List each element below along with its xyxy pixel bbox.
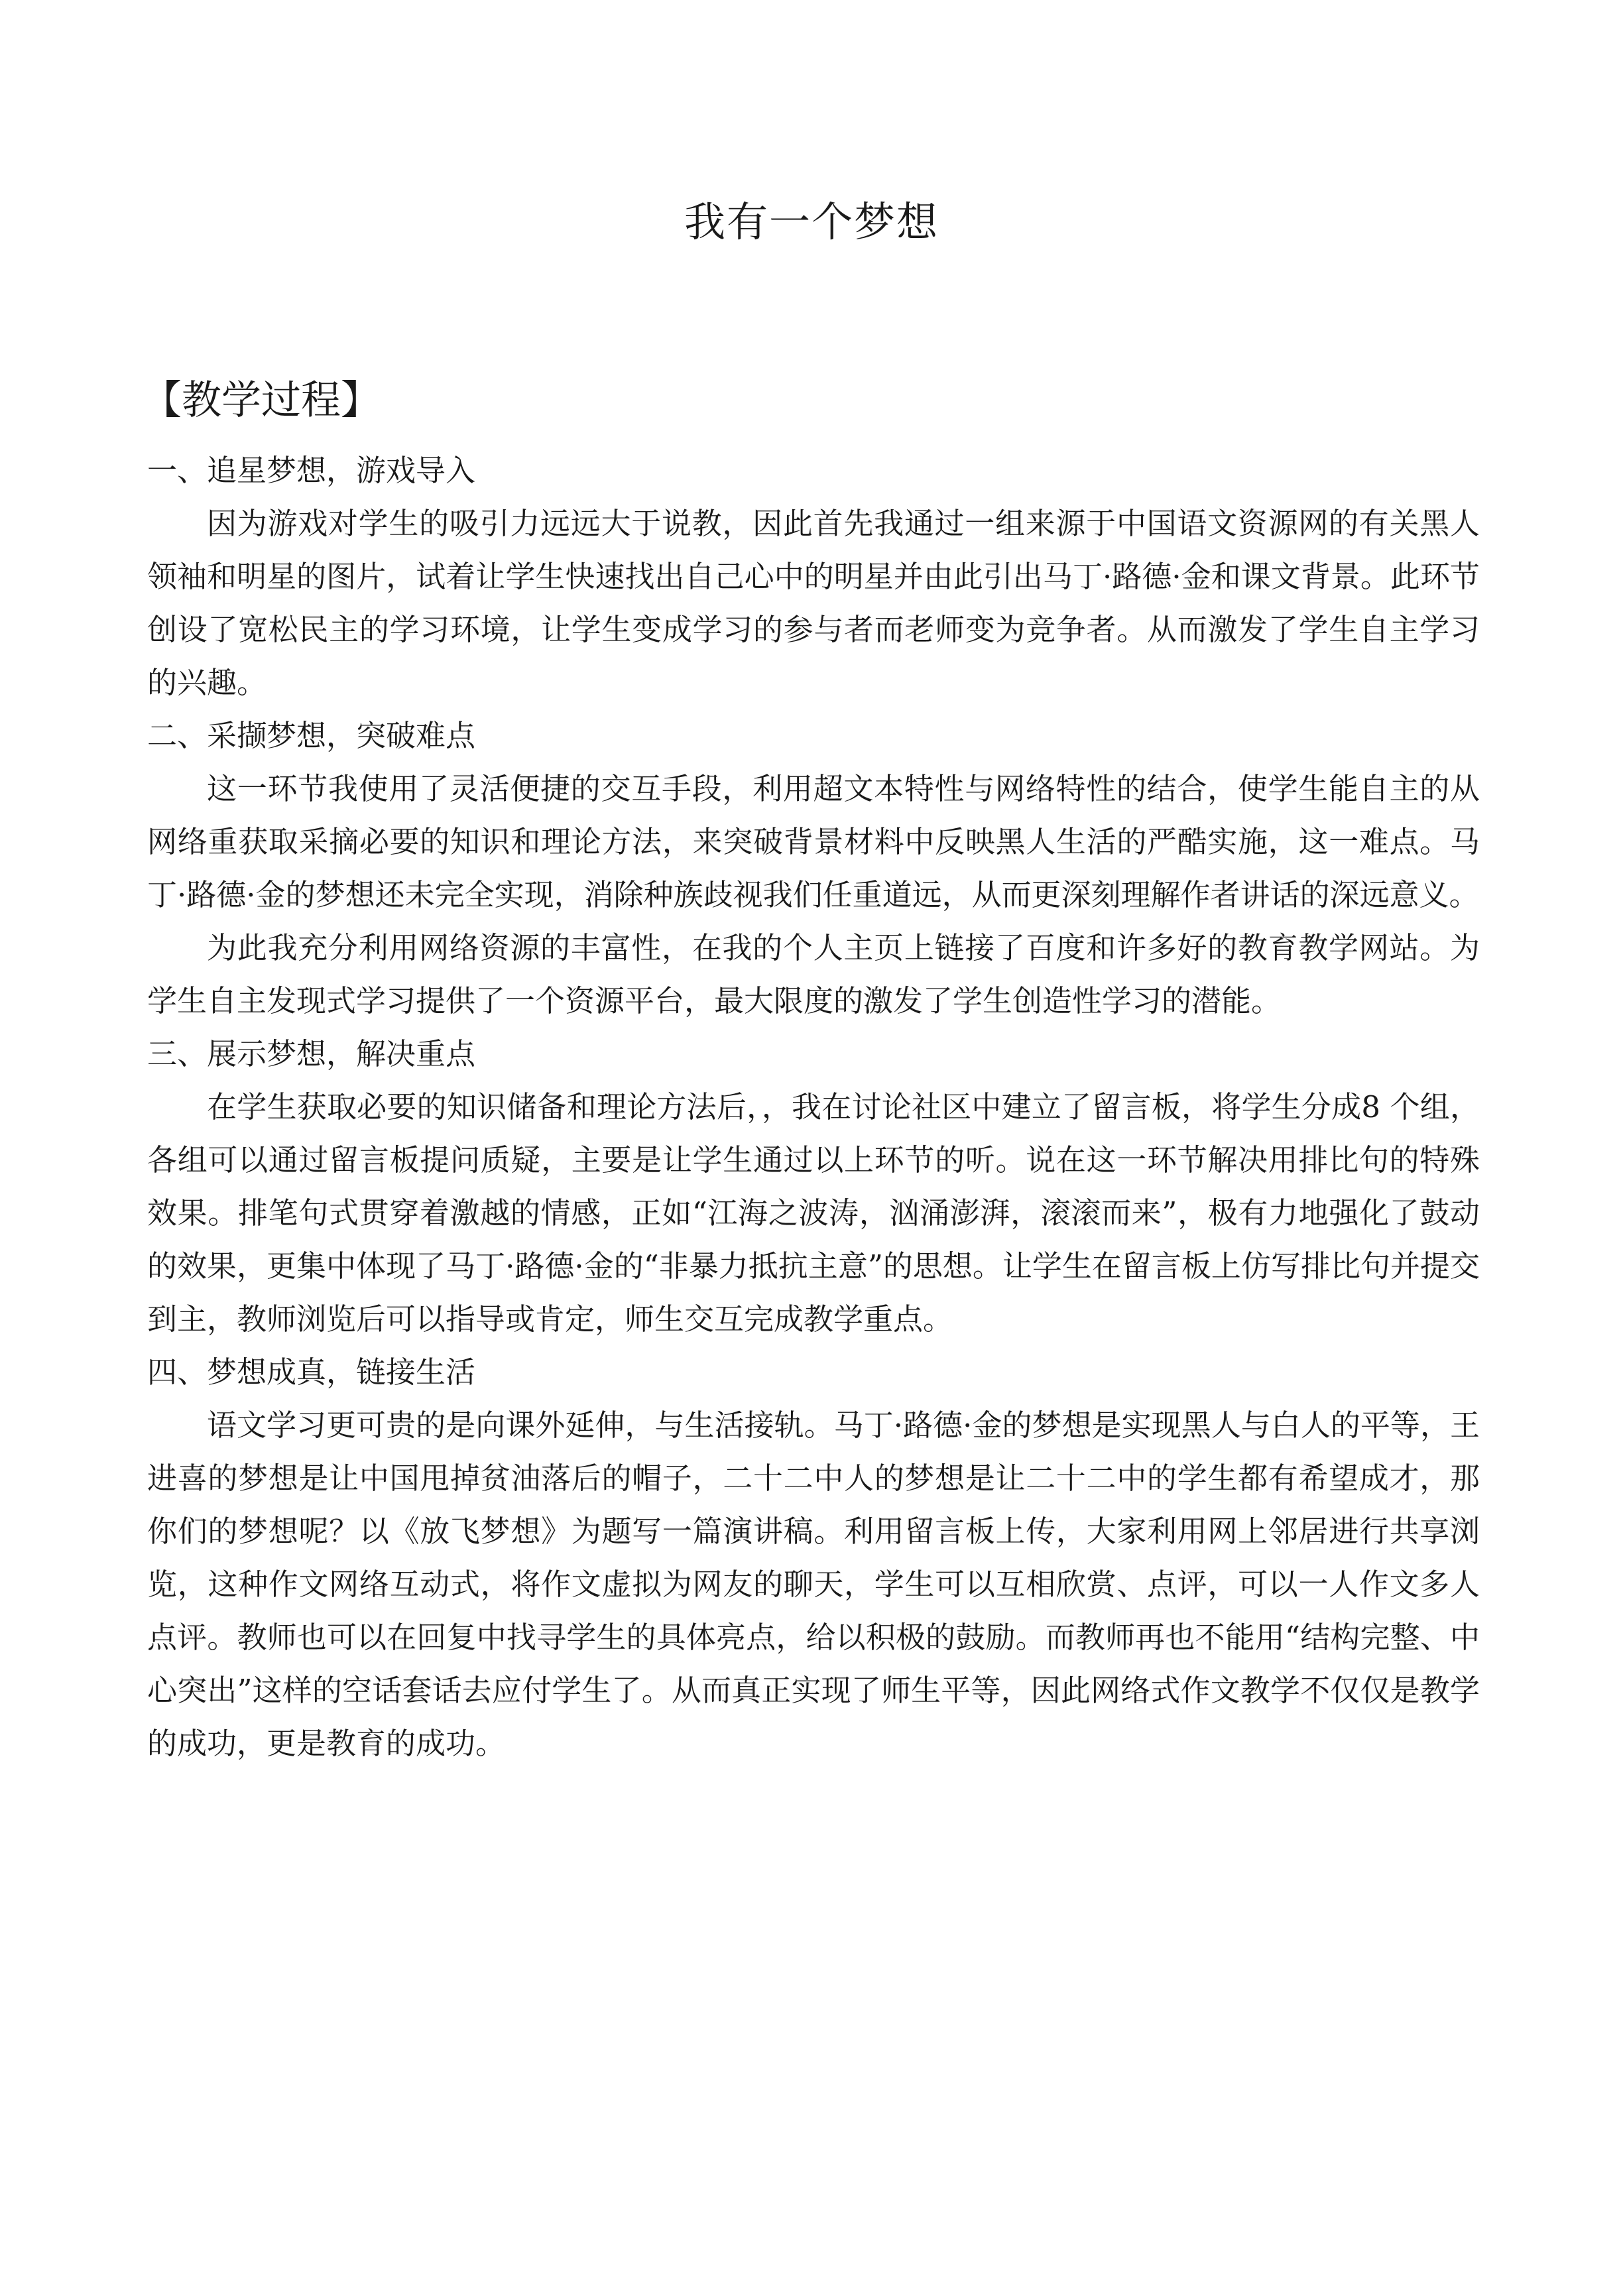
- paragraph: 语文学习更可贵的是向课外延伸，与生活接轨。马丁·路德·金的梦想是实现黑人与白人的平等，王进喜的梦想是让中国甩掉贫油落后的帽子，二十二中人的梦想是让二十二中的学生都有希望成才，那你们的梦想呢？以《放飞梦想》为题写一篇演讲稿。利用留言板上传，大家利用网上邻居进行共享浏览，这种作文网络互动式，将作文虚拟为网友的聊天，学生可以互相欣赏、点评，可以一人作文多人点评。教师也可以在回复中找寻学生的具体亮点，给以积极的鼓励。而教师再也不能用“结构完整、中心突出”这样的空话套话去应付学生了。从而真正实现了师生平等，因此网络式作文教学不仅仅是教学的成功，更是教育的成功。: [147, 1408, 1480, 1761]
- section-label: 【教学过程】: [142, 377, 381, 424]
- section-4: [147, 1346, 1480, 1770]
- page-title: 我有一个梦想: [684, 198, 939, 246]
- section-heading: 四、梦想成真，链接生活: [147, 1355, 476, 1390]
- section-1: [147, 444, 1480, 709]
- paragraph: 在学生获取必要的知识储备和理论方法后，，我在讨论社区中建立了留言板，将学生分成8 个组， 各组可以通过留言板提问质疑，主要是让学生通过以上环节的听。说在这一环节解决用排比句的特殊效果。排笔句式贯穿着激越的情感，正如“江海之波涛，汹涌澎湃，滚滚而来”，极有力地强化了鼓动的效果，更集中体现了马丁·路德·金的“非暴力抵抗主意”的思想。让学生在留言板上仿写排比句并提交到主，教师浏览后可以指导或肯定，师生交互完成教学重点。: [147, 1089, 1480, 1337]
- section-heading: 二、采撷梦想，突破难点: [147, 718, 476, 753]
- paragraph: 因为游戏对学生的吸引力远远大于说教，因此首先我通过一组来源于中国语文资源网的有关黑人领袖和明星的图片，试着让学生快速找出自己心中的明星并由此引出马丁·路德·金和课文背景。此环节创设了宽松民主的学习环境，让学生变成学习的参与者而老师变为竞争者。从而激发了学生自主学习的兴趣。: [147, 506, 1480, 700]
- section-heading: 一、追星梦想，游戏导入: [147, 453, 476, 488]
- paragraph: 为此我充分利用网络资源的丰富性，在我的个人主页上链接了百度和许多好的教育教学网站。为学生自主发现式学习提供了一个资源平台，最大限度的激发了学生创造性学习的潜能。: [147, 930, 1480, 1018]
- section-heading: 三、展示梦想，解决重点: [147, 1036, 476, 1071]
- section-3: [147, 1028, 1480, 1346]
- section-2: [147, 709, 1480, 1028]
- paragraph: 这一环节我使用了灵活便捷的交互手段，利用超文本特性与网络特性的结合，使学生能自主的从网络重获取采摘必要的知识和理论方法，来突破背景材料中反映黑人生活的严酷实施，这一难点。马丁·路德·金的梦想还未完全实现，消除种族歧视我们任重道远，从而更深刻理解作者讲话的深远意义。: [147, 771, 1480, 912]
- document-body: [142, 377, 1480, 1770]
